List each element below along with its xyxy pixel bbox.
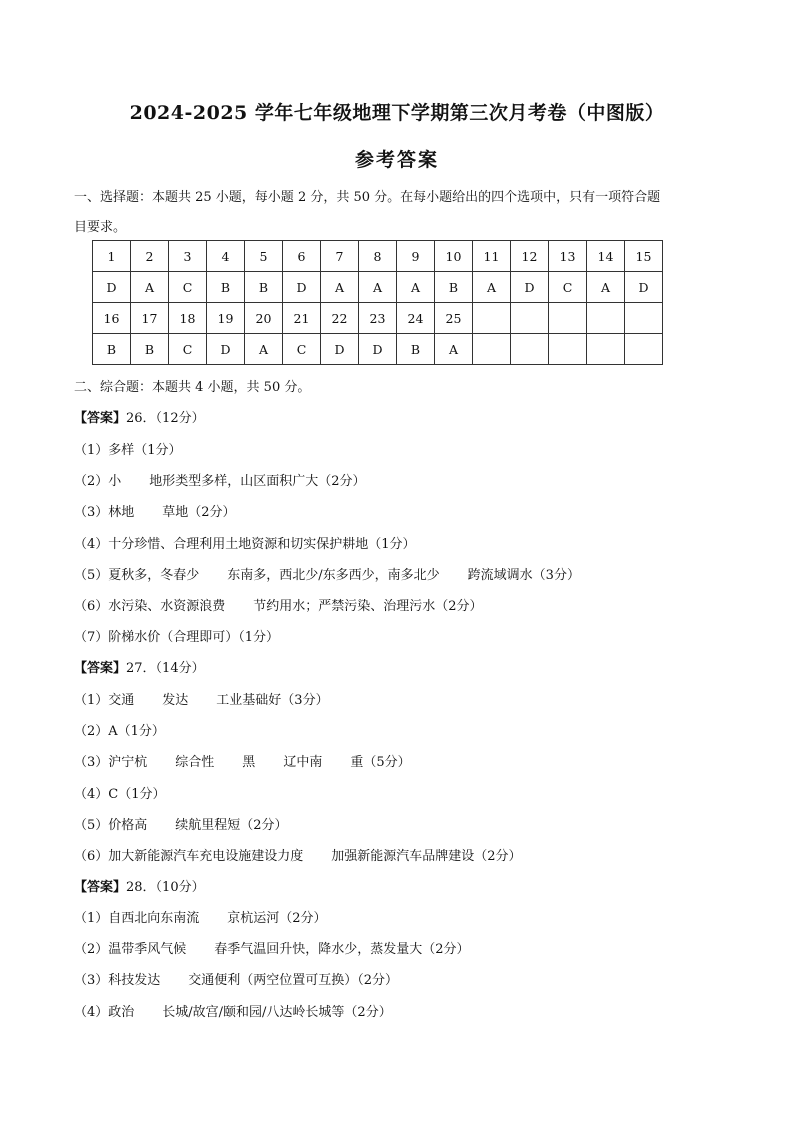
answer-cell: B bbox=[397, 334, 435, 365]
q28-answer-text: 交通便利（两空位置可互换）（2分） bbox=[188, 973, 399, 989]
question-number-cell bbox=[625, 303, 663, 334]
answer-cell: D bbox=[359, 334, 397, 365]
q26-item bbox=[74, 626, 279, 645]
question-number-cell: 18 bbox=[169, 303, 207, 334]
question-number-cell: 8 bbox=[359, 241, 397, 272]
q26-item bbox=[74, 595, 483, 614]
q26-item bbox=[74, 439, 182, 458]
question-number-row bbox=[93, 303, 663, 334]
page-title: 2024-2025 学年七年级地理下学期第三次月考卷（中图版） bbox=[129, 102, 665, 124]
q28-answer-text: 京杭运河（2分） bbox=[227, 911, 327, 926]
q27-item bbox=[74, 720, 165, 739]
answer-cell bbox=[549, 334, 587, 365]
q28-item bbox=[74, 938, 470, 957]
q26-answer-text: 跨流域调水（3分） bbox=[467, 567, 580, 583]
q28-header bbox=[74, 876, 205, 895]
q27-answer-text: 黑 bbox=[242, 755, 256, 771]
q27-item bbox=[74, 845, 522, 864]
q28-item bbox=[74, 907, 327, 926]
section1-heading-line2: 目要求。 bbox=[74, 220, 127, 235]
question-number-cell: 1 bbox=[93, 241, 131, 272]
q28-item bbox=[74, 969, 398, 988]
answer-cell: A bbox=[131, 272, 169, 303]
q27-answer-text: 工业基础好（3分） bbox=[216, 693, 329, 708]
q28-answer-text: 长城/故宫/颐和园/八达岭长城等（2分） bbox=[162, 1004, 392, 1020]
question-number-cell: 25 bbox=[435, 303, 473, 334]
answer-cell: A bbox=[245, 334, 283, 365]
q26-item bbox=[74, 501, 236, 520]
question-number-cell: 2 bbox=[131, 241, 169, 272]
answer-cell: A bbox=[587, 272, 625, 303]
question-number-cell: 7 bbox=[321, 241, 359, 272]
q28-answer-text: （4）政治 bbox=[74, 1004, 135, 1020]
q27-answer-text: （5）价格高 bbox=[74, 817, 148, 833]
q27-answer-text: （4）C（1分） bbox=[74, 786, 166, 802]
q27-answer-text: 发达 bbox=[162, 693, 189, 708]
section2-heading: 二、综合题：本题共 4 小题，共 50 分。 bbox=[74, 380, 311, 395]
question-number-cell bbox=[587, 303, 625, 334]
answer-cell: C bbox=[169, 272, 207, 303]
q27-item bbox=[74, 689, 329, 708]
answer-cell: B bbox=[245, 272, 283, 303]
answer-cell: B bbox=[435, 272, 473, 303]
q27-item bbox=[74, 783, 166, 802]
q26-answer-text: （4）十分珍惜、合理利用土地资源和切实保护耕地（1分） bbox=[74, 536, 416, 552]
q26-answer-text: 地形类型多样，山区面积广大（2分） bbox=[149, 474, 366, 490]
question-number-cell: 6 bbox=[283, 241, 321, 272]
question-number-cell: 5 bbox=[245, 241, 283, 272]
question-number-cell: 10 bbox=[435, 241, 473, 272]
q27-answer-text: （2）A（1分） bbox=[74, 724, 165, 740]
question-number-cell: 21 bbox=[283, 303, 321, 334]
q28-answer-text: （1）自西北向东南流 bbox=[74, 911, 200, 926]
answer-cell: D bbox=[511, 272, 549, 303]
question-number-cell: 24 bbox=[397, 303, 435, 334]
answer-cell: D bbox=[625, 272, 663, 303]
answer-label: 【答案】 bbox=[74, 880, 127, 895]
q26-item bbox=[74, 564, 580, 583]
question-number-cell: 3 bbox=[169, 241, 207, 272]
answer-cell: B bbox=[207, 272, 245, 303]
q27-header bbox=[74, 657, 205, 676]
q26-answer-text: 节约用水；严禁污染、治理污水（2分） bbox=[253, 599, 483, 614]
q26-header bbox=[74, 407, 205, 426]
q27-answer-text: 综合性 bbox=[175, 755, 215, 771]
question-number-cell: 14 bbox=[587, 241, 625, 272]
q27-answer-text: 辽中南 bbox=[283, 755, 323, 771]
q26-answer-text: （2）小 bbox=[74, 474, 122, 490]
q26-answer-text: （5）夏秋多，冬春少 bbox=[74, 567, 200, 583]
question-number-cell: 12 bbox=[511, 241, 549, 272]
question-number-row bbox=[93, 241, 663, 272]
question-number-cell: 20 bbox=[245, 303, 283, 334]
q28-head: 28．（10分） bbox=[126, 880, 205, 895]
question-number-cell: 11 bbox=[473, 241, 511, 272]
answer-cell bbox=[587, 334, 625, 365]
q26-answer-text: 东南多，西北少/东多西少，南多北少 bbox=[227, 567, 440, 583]
question-number-cell bbox=[473, 303, 511, 334]
answer-cell: A bbox=[397, 272, 435, 303]
q27-item bbox=[74, 814, 288, 833]
q28-item bbox=[74, 1001, 392, 1020]
q27-answer-text: （3）沪宁杭 bbox=[74, 755, 148, 771]
question-number-cell: 23 bbox=[359, 303, 397, 334]
q26-answer-text: 草地（2分） bbox=[162, 505, 236, 521]
question-number-cell: 17 bbox=[131, 303, 169, 334]
q26-answer-text: （3）林地 bbox=[74, 505, 135, 521]
answer-cell: D bbox=[283, 272, 321, 303]
question-number-cell: 13 bbox=[549, 241, 587, 272]
answer-cell: C bbox=[169, 334, 207, 365]
question-number-cell: 22 bbox=[321, 303, 359, 334]
question-number-cell: 16 bbox=[93, 303, 131, 334]
question-number-cell: 9 bbox=[397, 241, 435, 272]
question-number-cell: 19 bbox=[207, 303, 245, 334]
q26-head: 26．（12分） bbox=[126, 411, 205, 426]
q28-answer-text: （3）科技发达 bbox=[74, 973, 161, 989]
question-number-cell bbox=[549, 303, 587, 334]
q28-answer-text: （2）温带季风气候 bbox=[74, 942, 187, 958]
q26-answer-text: （1）多样（1分） bbox=[74, 443, 182, 458]
q27-answer-text: （6）加大新能源汽车充电设施建设力度 bbox=[74, 849, 304, 864]
answer-cell: A bbox=[321, 272, 359, 303]
answer-cell: C bbox=[549, 272, 587, 303]
question-number-cell bbox=[511, 303, 549, 334]
q26-item bbox=[74, 470, 366, 489]
q26-item bbox=[74, 533, 416, 552]
q27-head: 27．（14分） bbox=[126, 661, 205, 676]
answer-cell bbox=[511, 334, 549, 365]
q27-answer-text: （1）交通 bbox=[74, 693, 135, 708]
answer-label: 【答案】 bbox=[74, 661, 127, 676]
answer-cell bbox=[625, 334, 663, 365]
question-number-cell: 15 bbox=[625, 241, 663, 272]
answer-cell: C bbox=[283, 334, 321, 365]
answer-table bbox=[92, 240, 663, 365]
answer-cell: A bbox=[473, 272, 511, 303]
q27-item bbox=[74, 751, 411, 770]
answer-cell: A bbox=[359, 272, 397, 303]
q27-answer-text: 重（5分） bbox=[350, 755, 411, 771]
answer-cell: D bbox=[93, 272, 131, 303]
q28-answer-text: 春季气温回升快，降水少，蒸发量大（2分） bbox=[214, 942, 470, 958]
answer-row bbox=[93, 272, 663, 303]
answer-cell: A bbox=[435, 334, 473, 365]
q27-answer-text: 续航里程短（2分） bbox=[175, 817, 288, 833]
answer-cell: B bbox=[93, 334, 131, 365]
answer-cell: B bbox=[131, 334, 169, 365]
answer-cell: D bbox=[321, 334, 359, 365]
page-subtitle: 参考答案 bbox=[354, 149, 439, 171]
section1-heading-line1: 一、选择题：本题共 25 小题，每小题 2 分，共 50 分。在每小题给出的四个选项中，只有一项符合题 bbox=[74, 190, 661, 205]
answer-cell bbox=[473, 334, 511, 365]
answer-label: 【答案】 bbox=[74, 411, 127, 426]
q26-answer-text: （6）水污染、水资源浪费 bbox=[74, 599, 226, 614]
answer-cell: D bbox=[207, 334, 245, 365]
answer-row bbox=[93, 334, 663, 365]
question-number-cell: 4 bbox=[207, 241, 245, 272]
q26-answer-text: （7）阶梯水价（合理即可）（1分） bbox=[74, 630, 280, 646]
q27-answer-text: 加强新能源汽车品牌建设（2分） bbox=[331, 849, 522, 864]
